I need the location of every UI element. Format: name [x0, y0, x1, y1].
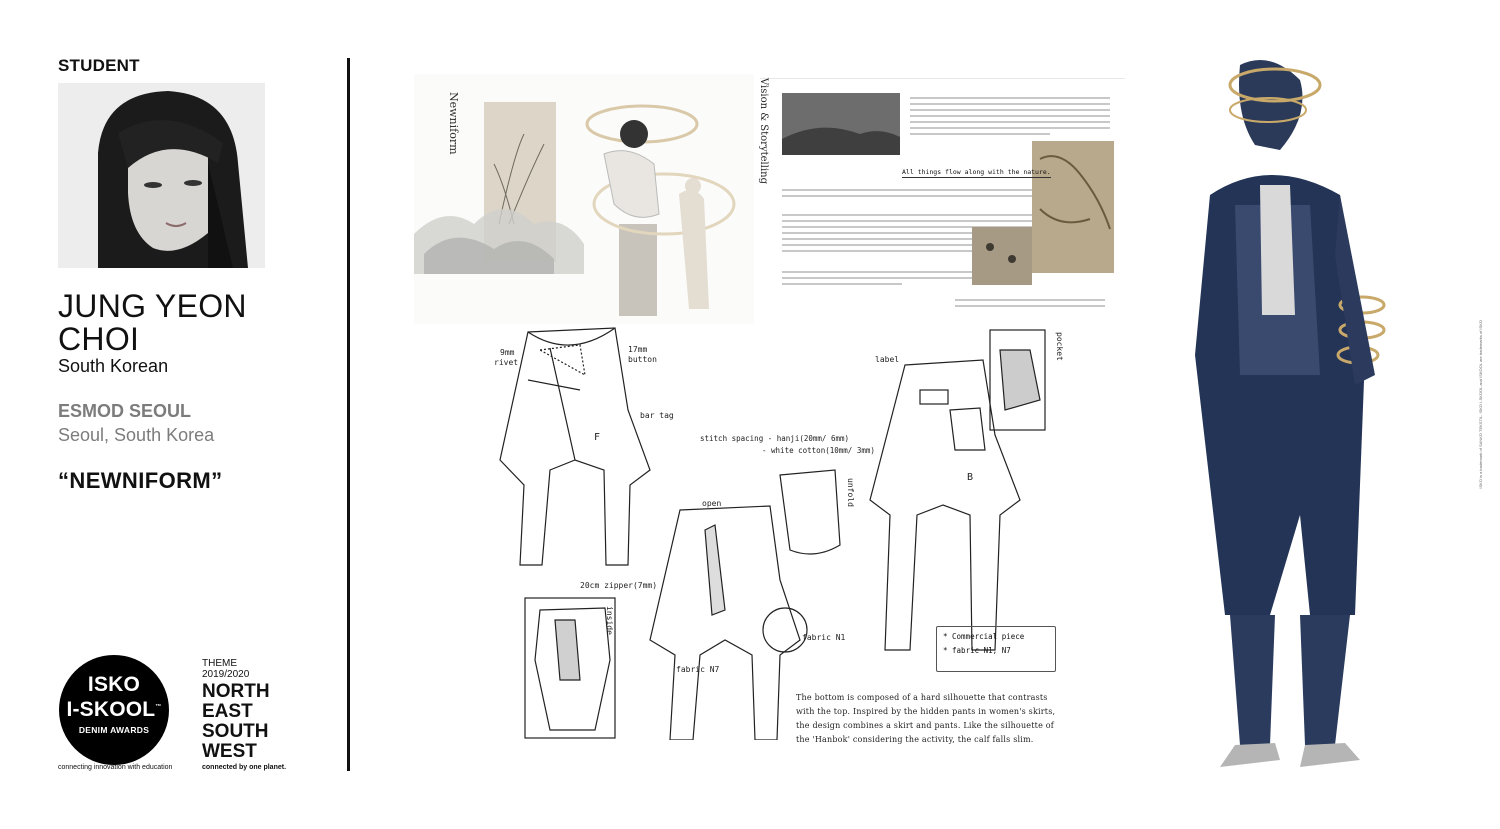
- student-first-name: JUNG YEON: [58, 288, 247, 324]
- logo-line-iskool-text: I-SKOOL: [66, 698, 156, 721]
- theme-tagline: connected by one planet.: [202, 764, 287, 771]
- label-rivet-b: rivet: [494, 358, 519, 367]
- theme-word-west: WEST: [202, 741, 257, 762]
- vertical-divider: [347, 58, 350, 771]
- theme-label: THEME: [202, 658, 237, 669]
- storytelling-sheet: [760, 78, 1125, 319]
- logo-line-isko: ISKO: [87, 673, 141, 696]
- technical-flats: [480, 320, 1100, 740]
- school-name: ESMOD SEOUL: [58, 401, 192, 421]
- stitch-spacing-line1: stitch spacing - hanji(20mm/ 6mm): [700, 434, 850, 443]
- logo-tagline: connecting innovation with education: [58, 764, 173, 771]
- stitch-spacing-line2: - white cotton(10mm/ 3mm): [762, 446, 875, 455]
- logo-subtitle: DENIM AWARDS: [78, 725, 150, 735]
- storytelling-heading: Vision & Storytelling: [758, 78, 769, 184]
- label-front: F: [594, 432, 601, 443]
- label-bar-tag: bar tag: [640, 411, 674, 420]
- logo-line-iskool: [59, 696, 169, 721]
- student-nationality: South Korean: [58, 356, 169, 376]
- student-portrait: [58, 83, 265, 268]
- school-city: Seoul, South Korea: [58, 425, 215, 445]
- unfold-piece-flat: [780, 470, 840, 554]
- storytelling-illustration: [760, 79, 1125, 319]
- note-fabric: * fabric N1, N7: [943, 646, 1011, 655]
- moodboard-illustration: [414, 74, 754, 324]
- label-back: B: [967, 472, 974, 483]
- student-last-name: CHOI: [58, 321, 140, 357]
- isko-logo: [59, 655, 169, 765]
- label-unfold: unfold: [846, 478, 855, 507]
- label-rivet-a: 9mm: [500, 348, 515, 357]
- portrait-illustration: [58, 83, 265, 268]
- theme-word-east: EAST: [202, 701, 253, 722]
- label-fabric-n7: fabric N7: [676, 665, 720, 674]
- commercial-note-box: [936, 626, 1056, 672]
- moodboard-title: Newniform: [447, 92, 460, 155]
- theme-word-south: SOUTH: [202, 721, 269, 742]
- label-zipper: 20cm zipper(7mm): [580, 581, 658, 590]
- nature-line: All things flow along with the nature.: [902, 168, 1051, 176]
- fashion-illustration: [1150, 55, 1400, 785]
- trademark-credit: ISKO is a trademark of SANKO TEKSTIL. ISKO I-SKOOL and ISKOOL are trademarks of ISKO: [1478, 320, 1483, 489]
- theme-years: 2019/2020: [202, 669, 250, 680]
- label-button-a: 17mm: [628, 345, 648, 354]
- label-pocket: pocket: [1055, 332, 1064, 361]
- label-button-b: button: [628, 355, 657, 364]
- bottom-description: The bottom is composed of a hard silhouette that contrasts with the top. Inspired by the hidden pants in women's skirts, the design combines a skirt and pants. Like the silhouette of the 'Hanbok' considering the activity, the calf falls slim.: [796, 693, 1056, 744]
- theme-word-north: NORTH: [202, 681, 270, 702]
- logo-trademark: ™: [155, 704, 162, 710]
- label-label: label: [875, 355, 900, 364]
- open-pants-flat: [650, 506, 800, 740]
- label-fabric-n1: fabric N1: [802, 633, 846, 642]
- label-inside: inside: [605, 606, 614, 635]
- moodboard-collage: [414, 74, 754, 324]
- collection-title: “NEWNIFORM”: [58, 468, 223, 493]
- student-label: STUDENT: [58, 56, 140, 75]
- note-commercial: * Commercial piece: [943, 632, 1025, 641]
- label-open: open: [702, 499, 722, 508]
